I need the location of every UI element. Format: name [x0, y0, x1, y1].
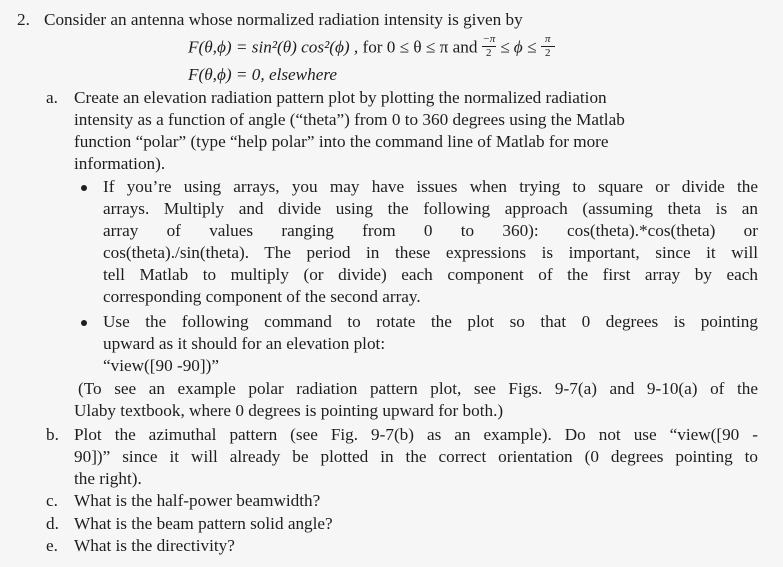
part-c-label: c. [46, 491, 58, 510]
part-a-line-4: information). [74, 154, 166, 173]
bullet-1-line-3: array of values ranging from 0 to 360): cos(theta).*cos(theta) or [103, 221, 758, 240]
bullet-2-line-2: upward as it should for an elevation plot: [103, 334, 386, 353]
equation-1 [188, 33, 555, 61]
problem-intro: Consider an antenna whose normalized radiation intensity is given by [44, 10, 523, 29]
part-c-text: What is the half-power beamwidth? [74, 491, 321, 510]
equation-1-lhs: F(θ,ϕ) = sin²(θ) cos²(ϕ) , [188, 37, 359, 57]
note-line-2: Ulaby textbook, where 0 degrees is pointing upward for both.) [74, 401, 504, 420]
equation-1-condition: for 0 ≤ θ ≤ π and [362, 37, 478, 57]
part-d-text: What is the beam pattern solid angle? [74, 514, 333, 533]
bullet-1-line-4: cos(theta)./sin(theta). The period in these expressions is important, since it will [103, 243, 758, 262]
part-a-line-3: function “polar” (type “help polar” into the command line of Matlab for more [74, 132, 609, 151]
part-a-label: a. [46, 88, 58, 107]
bullet-1-line-1: If you’re using arrays, you may have issues when trying to square or divide the [103, 177, 758, 196]
part-e-label: e. [46, 536, 58, 555]
part-a-line-1: Create an elevation radiation pattern plot by plotting the normalized radiation [74, 88, 607, 107]
bullet-1-marker [81, 185, 87, 191]
part-b-line-3: the right). [74, 469, 142, 488]
equation-2: F(θ,ϕ) = 0, elsewhere [188, 65, 338, 84]
problem-number: 2. [17, 10, 30, 29]
part-b-line-1: Plot the azimuthal pattern (see Fig. 9-7(b) as an example). Do not use “view([90 - [74, 425, 758, 444]
bullet-2-marker [81, 320, 87, 326]
note-line-1: (To see an example polar radiation pattern plot, see Figs. 9-7(a) and 9-10(a) of the [78, 379, 758, 398]
bullet-1-line-6: corresponding component of the second array. [103, 287, 421, 306]
part-a-line-2: intensity as a function of angle (“theta”) from 0 to 360 degrees using the Matlab [74, 110, 625, 129]
bullet-2-line-1: Use the following command to rotate the plot so that 0 degrees is pointing [103, 312, 758, 331]
part-b-label: b. [46, 425, 59, 444]
bullet-1-line-2: arrays. Multiply and divide using the following approach (assuming theta is an [103, 199, 758, 218]
bullet-1-line-5: tell Matlab to multiply (or divide) each component of the first array by each [103, 265, 758, 284]
bullet-2-command: “view([90 -90])” [103, 356, 219, 375]
fraction-minus-pi-over-2: $\frac{-\pi}{2}$ [482, 33, 496, 59]
part-e-text: What is the directivity? [74, 536, 235, 555]
part-d-label: d. [46, 514, 59, 533]
part-b-line-2: 90])” since it will already be plotted in the correct orientation (0 degrees pointing to [74, 447, 758, 466]
fraction-pi-over-2: $\frac{\pi}{2}$ [541, 34, 555, 59]
equation-1-mid: ≤ ϕ ≤ [500, 37, 537, 57]
